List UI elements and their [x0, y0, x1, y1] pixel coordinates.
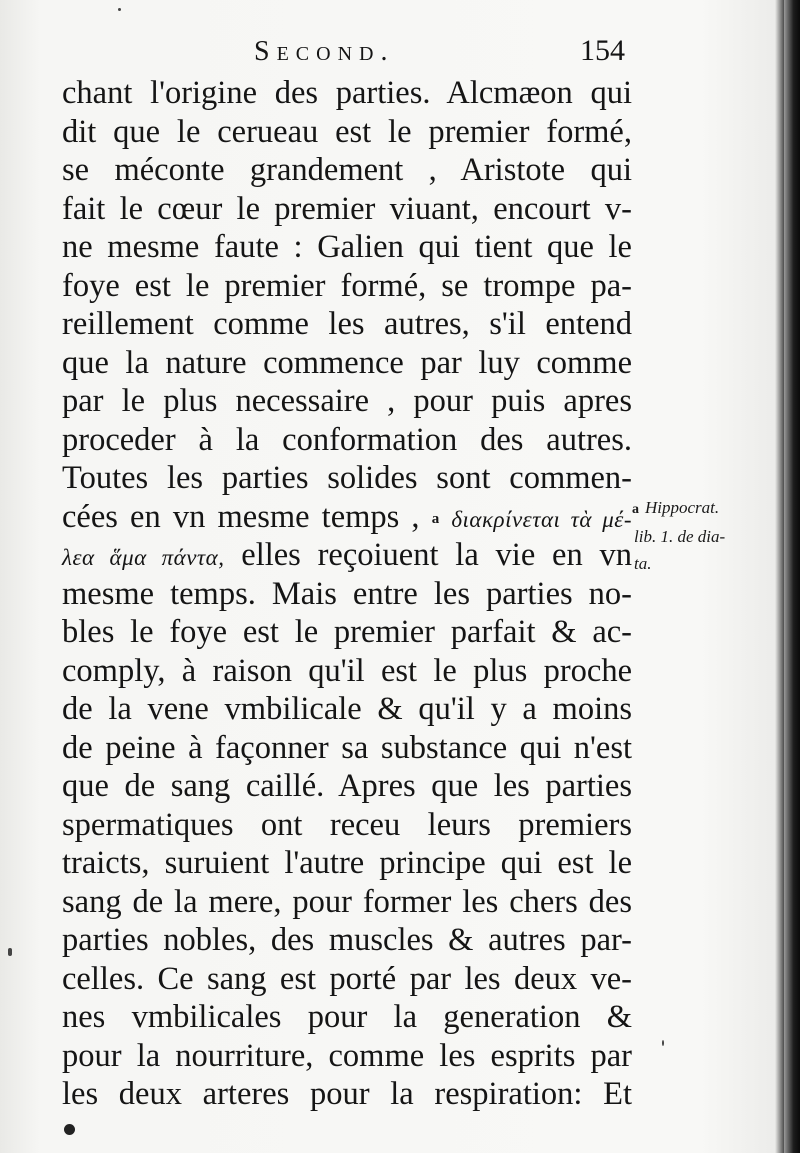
ink-blot [64, 1124, 75, 1135]
running-head: Second. [254, 36, 395, 67]
text-line: que de sang caillé. Apres que les parties [62, 768, 632, 804]
ink-speck [118, 8, 121, 11]
text-line: reillement comme les autres, s'il entend [62, 306, 632, 342]
text-line: mesme temps. Mais entre les parties no- [62, 575, 632, 612]
text-line: nes vmbilicales pour la generation & [62, 999, 632, 1035]
text-line: comply, à raison qu'il est le plus proche [62, 652, 632, 689]
page-number: 154 [580, 34, 625, 67]
marginal-note [632, 494, 772, 577]
greek-quotation: διακρίνεται τὰ μέ- [451, 506, 633, 532]
text-line: fait le cœur le premier viuant, encourt v- [62, 190, 632, 227]
text-line: traicts, suruient l'autre principe qui est le [62, 845, 632, 881]
text-line: Toutes les parties solides sont commen- [62, 460, 632, 496]
text-line-with-greek: cées en vn mesme temps , a διακρίνεται τὰ μέ- [62, 498, 633, 535]
page-header [64, 32, 629, 72]
text-line: de peine à façonner sa substance qui n'est [62, 729, 632, 766]
ink-speck [662, 1040, 664, 1046]
text-line: sang de la mere, pour former les chers des [62, 883, 632, 920]
text-line: bles le foye est le premier parfait & ac- [62, 614, 632, 650]
text-line: proceder à la conformation des autres. [62, 421, 632, 458]
page-edge-shadow [784, 0, 800, 1153]
text-line: parties nobles, des muscles & autres par- [62, 922, 632, 958]
greek-quotation: λεα ἅμα πάντα, [62, 545, 225, 570]
text-line: de la vene vmbilicale & qu'il y a moins [62, 691, 632, 727]
marginal-line: Hippocrat. [645, 498, 720, 517]
text-line: foye est le premier formé, se trompe pa- [62, 267, 632, 304]
ink-speck [8, 948, 12, 956]
text-line: spermatiques ont receu leurs premiers [62, 806, 632, 843]
marginal-line: lib. 1. de dia- [634, 527, 726, 546]
marginal-ref-mark: a [632, 502, 639, 517]
text-line: dit que le cerueau est le premier formé, [62, 113, 632, 150]
main-text-block [62, 74, 632, 1114]
text-line: par le plus necessaire , pour puis apres [62, 383, 632, 419]
text-line: se méconte grandement , Aristote qui [62, 152, 632, 188]
text-line-with-greek: λεα ἅμα πάντα, elles reçoiuent la vie en vn [62, 537, 632, 573]
footnote-ref-mark: a [431, 510, 440, 527]
marginal-line: ta. [634, 554, 652, 573]
text-line: celles. Ce sang est porté par les deux ve- [62, 960, 632, 997]
text-line: que la nature commence par luy comme [62, 344, 632, 381]
text-line: les deux arteres pour la respiration: Et [62, 1076, 632, 1112]
text-line: chant l'origine des parties. Alcmæon qui [62, 75, 632, 111]
text-line: ne mesme faute : Galien qui tient que le [62, 229, 632, 265]
text-line: pour la nourriture, comme les esprits par [62, 1037, 632, 1074]
